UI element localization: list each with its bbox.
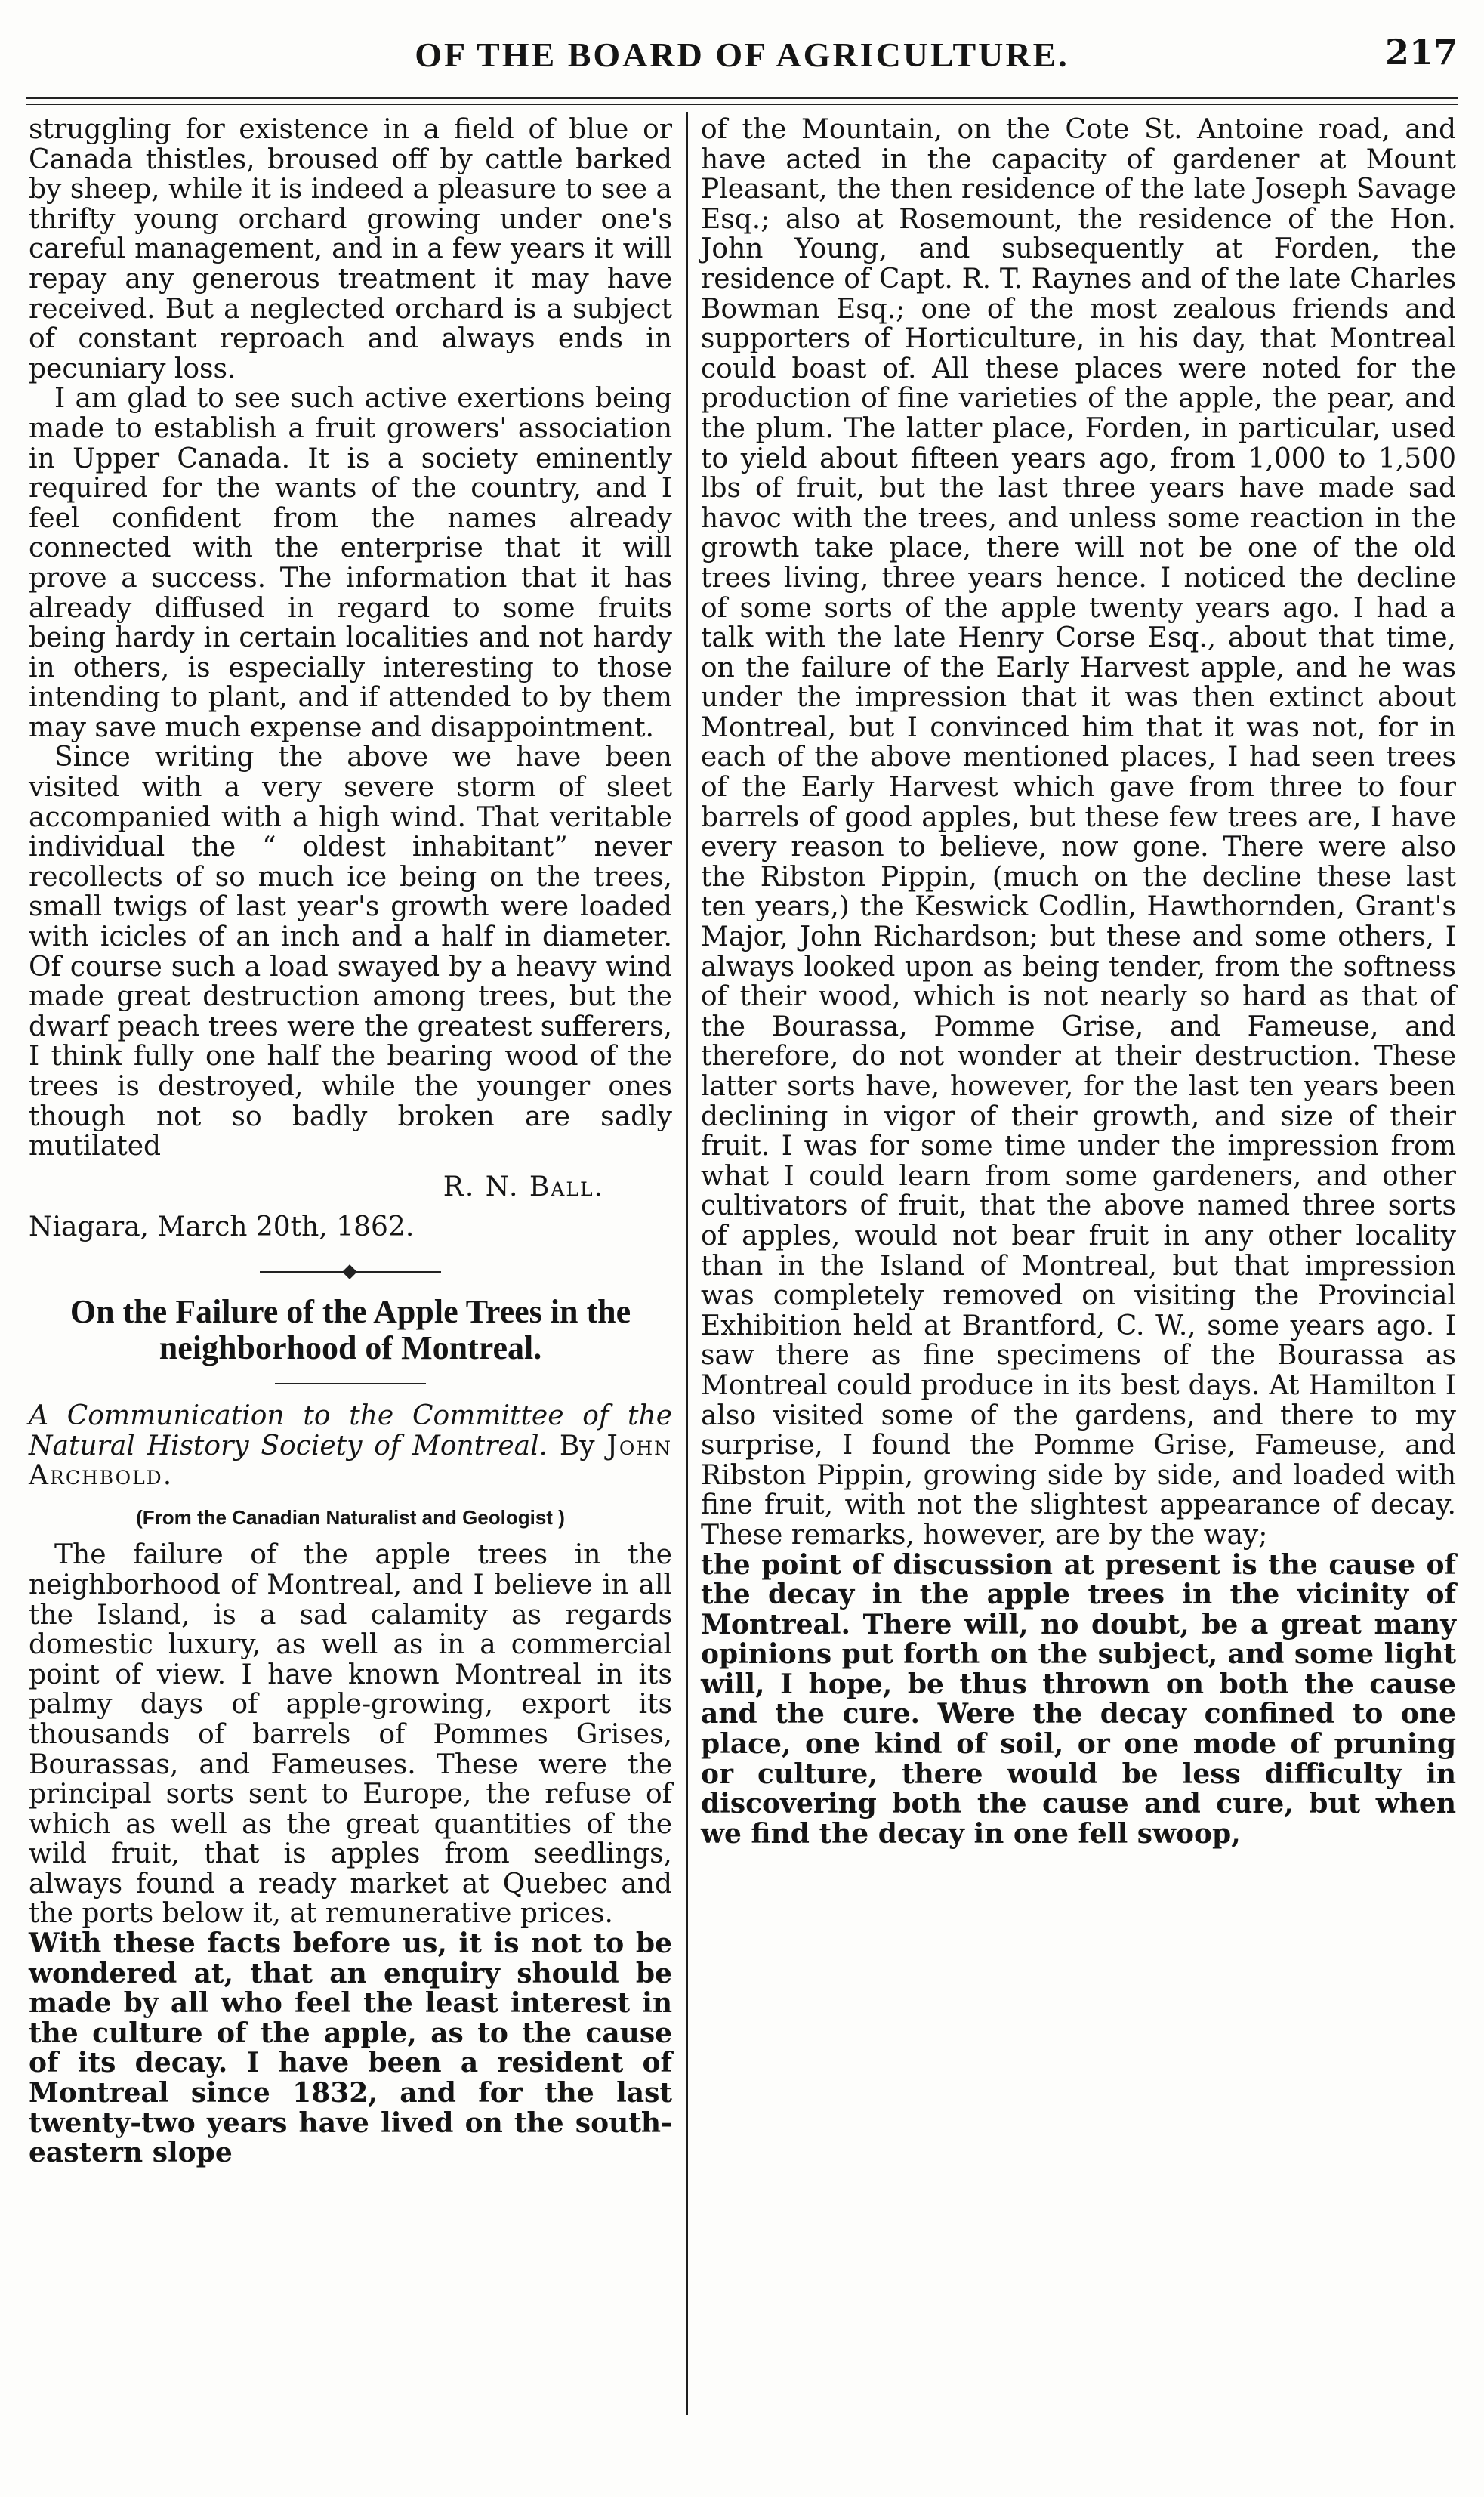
author-name: John Archbold. [29,1430,672,1492]
left-column [29,115,672,2168]
source-note: (From the Canadian Naturalist and Geologist ) [136,1505,565,1529]
dateline: Niagara, March 20th, 1862. [29,1211,415,1243]
article-title: On the Failure of the Apple Trees in the neighborhood of Montreal. [69,1292,631,1366]
page-header [0,29,1484,82]
communication-line [29,1401,672,1491]
paragraph: The failure of the apple trees in the neighborhood of Montreal, and I believe in all the Island, is a sad calamity as regards domestic luxury, as well as in a commercial point of view. I have known Montreal in its palmy days of apple-growing, export its thousands of barrels of Pommes Grises, Bourassas, and Fameuses. These were the principal sorts sent to Europe, the refuse of which as well as the great quantities of the wild fruit, that is apples from seedlings, always found a ready market at Quebec and the ports below it, at remunerative prices. [29,1539,672,1930]
running-head: OF THE BOARD OF AGRICULTURE. [415,35,1069,74]
column-divider [686,112,688,2415]
header-rule [26,97,1458,99]
right-column [701,115,1456,1849]
page-number: 217 [1384,32,1458,73]
section-divider [260,1271,441,1273]
communication-text: A Communication to the Committee of the Natural History Society of Montreal. [29,1400,672,1461]
paragraph: Since writing the above we have been visited with a very severe storm of sleet accompanied with a high wind. That veritable individual the “ oldest inhabitant” never recollects of so much ice being on the trees, small twigs of last year's growth were loaded with icicles of an inch and a half in diameter. Of course such a load swayed by a heavy wind made great destruction among trees, but the dwarf peach trees were the greatest sufferers, I think fully one half the bearing wood of the trees is destroyed, while the younger ones though not so badly broken are sadly mutilated [29,742,672,1162]
paragraph: struggling for existence in a field of blue or Canada thistles, broused off by cattle barked by sheep, while it is indeed a pleasure to see a thrifty young orchard growing under one's careful management, and in a few years it will repay any generous treatment it may have received. But a neglected orchard is a subject of constant reproach and always ends in pecuniary loss. [29,114,672,384]
paragraph-bold: the point of discussion at present is the cause of the decay in the apple trees in the vicinity of Montreal. There will, no doubt, be a great many opinions put forth on the subject, and some light will, I hope, be thus thrown on both the cause and the cure. Were the decay confined to one place, one kind of soil, or one mode of pruning or culture, there would be less difficulty in discovering both the cause and cure, but when we find the decay in one fell swoop, [701,1548,1456,1850]
paragraph-bold: With these facts before us, it is not to be wondered at, that an enquiry should be made by all who feel the least interest in the culture of the apple, as to the cause of its decay. I have been a resident of Montreal since 1832, and for the last twenty-two years have lived on the south-eastern slope [29,1928,672,2169]
by-word: By [559,1430,595,1461]
signature: R. N. Ball. [443,1171,604,1202]
header-rule-thin [26,104,1458,105]
paragraph: I am glad to see such active exertions being made to establish a fruit growers' association in Upper Canada. It is a society eminently required for the wants of the country, and I feel confident from the names already connected with the enterprise that it will prove a success. The information that it has already diffused in regard to some fruits being hardy in certain localities and not hardy in others, is especially interesting to those intending to plant, and if attended to by them may save much expense and disappointment. [29,383,672,743]
title-rule [275,1383,426,1384]
paragraph: of the Mountain, on the Cote St. Antoine road, and have acted in the capacity of gardener at Mount Pleasant, the then residence of the late Joseph Savage Esq.; also at Rosemount, the residence of the Hon. John Young, and subsequently at Forden, the residence of Capt. R. T. Raynes and of the late Charles Bowman Esq.; one of the most zealous friends and supporters of Horticulture, in his day, that Montreal could boast of. All these places were noted for the production of fine varieties of the apple, the pear, and the plum. The latter place, Forden, in particular, used to yield about fifteen years ago, from 1,000 to 1,500 lbs of fruit, but the last three years have made sad havoc with the trees, and unless some reaction in the growth take place, there will not be one of the old trees living, three years hence. I noticed the decline of some sorts of the apple twenty years ago. I had a talk with the late Henry Corse Esq., about that time, on the failure of the Early Harvest apple, and he was under the impression that it was then extinct about Montreal, but I convinced him that it was not, for in each of the above mentioned places, I had seen trees of the Early Harvest which gave from three to four barrels of good apples, but these few trees are, I have every reason to believe, now gone. There were also the Ribston Pippin, (much on the decline these last ten years,) the Keswick Codlin, Hawthornden, Grant's Major, John Richardson; but these and some others, I always looked upon as being tender, from the softness of their wood, which is not nearly so hard as that of the Bourassa, Pomme Grise, and Fameuse, and therefore, do not wonder at their destruction. These latter sorts have, however, for the last ten years been declining in vigor of their growth, and size of their fruit. I was for some time under the impression from what I could learn from some gardeners, and other cultivators of fruit, that the above named three sorts of apples, would not bear fruit in any other locality than in the Island of Montreal, but that impression was completely removed on visiting the Provincial Exhibition held at Brantford, C. W., some years ago. I saw there as fine specimens of the Bourassa as Montreal could produce in its best days. At Hamilton I also visited some of the gardens, and there to my surprise, I found the Pomme Grise, Fameuse, and Ribston Pippin, growing side by side, and loaded with fine fruit, with not the slightest appearance of decay. These remarks, however, are by the way; [701,114,1456,1551]
